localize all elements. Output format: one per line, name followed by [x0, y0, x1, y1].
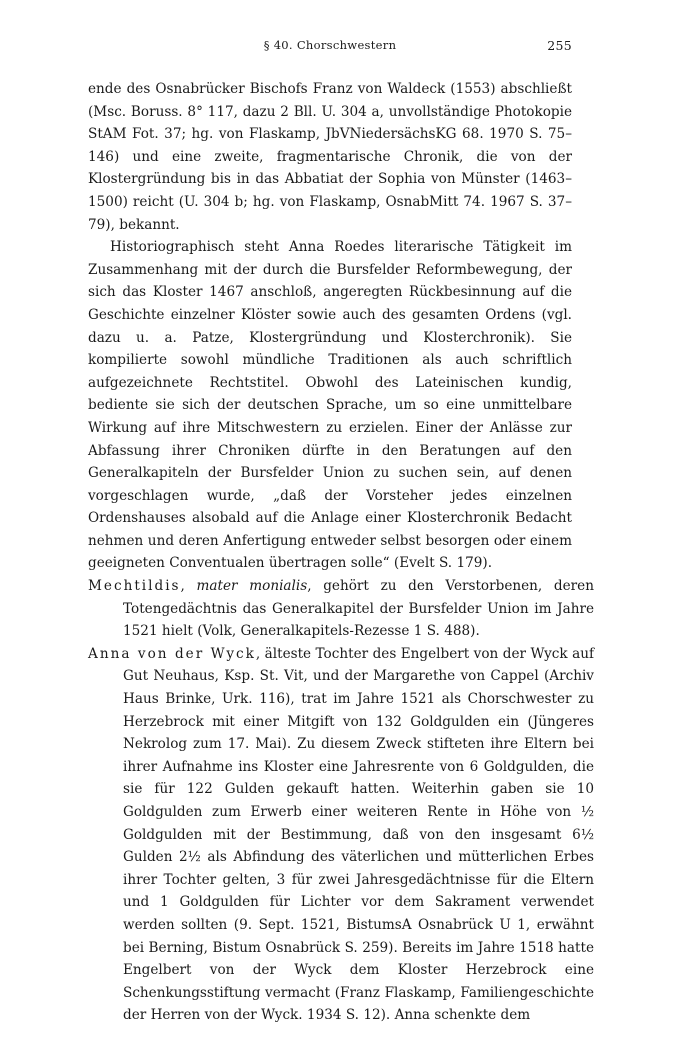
entry-name: Mechtildis: [88, 578, 181, 595]
entry-mechtildis: [88, 575, 594, 643]
entry-name: Anna von der Wyck: [88, 645, 256, 662]
entry-anna-von-der-wyck: [88, 643, 595, 1027]
entry-text: , gehört zu den Verstorbenen, deren Totengedächtnis das Generalkapitel der Bursfelder Union im Jahre 1521 hielt (Volk, Generalkapitels-Rezesse 1 S. 488).: [123, 578, 594, 640]
page-header: [88, 38, 572, 60]
body-text: [88, 78, 595, 1027]
entry-text: , älteste Tochter des Engelbert von der Wyck auf Gut Neuhaus, Ksp. St. Vit, und der Margarethe von Cappel (Archiv Haus Brinke, Urk. 116), trat im Jahre 1521 als Chorschwester zu Herzebrock mit einer Mitgift von 132 Goldgulden ein (Jüngeres Nekrolog zum 17. Mai). Zu diesem Zweck stifteten ihre Eltern bei ihrer Aufnahme ins Kloster eine Jahresrente von 6 Goldgulden, die sie für 122 Gulden gekauft hatten. Weiterhin gaben sie 10 Goldgulden zum Erwerb einer weiteren Rente in Höhe von ½ Goldgulden mit der Bestimmung, daß von den insgesamt 6½ Gulden 2½ als Abfindung des väterlichen und mütterlichen Erbes ihrer Tochter gelten, 3 für zwei Jahresgedächtnisse für die Eltern und 1 Goldgulden für Lichter vor dem Sakrament verwendet werden sollten (9. Sept. 1521, BistumsA Osnabrück U 1, erwähnt bei Berning, Bistum Osnabrück S. 259). Bereits im Jahre 1518 hatte Engelbert von der Wyck dem Kloster Herzebrock eine Schenkungsstiftung vermacht (Franz Flaskamp, Familiengeschichte der Herren von der Wyck. 1934 S. 12). Anna schenkte dem: [123, 645, 595, 1024]
paragraph-historiography: Historiographisch steht Anna Roedes literarische Tätigkeit im Zusammenhang mit der durch die Bursfelder Reformbewegung, der sich das Kloster 1467 anschloß, angeregten Rückbesinnung auf die Geschichte einzelner Klöster sowie auch des gesamten Ordens (vgl. dazu u. a. Patze, Klostergründung und Klosterchronik). Sie kompilierte sowohl mündliche Traditionen als auch schriftlich aufgezeichnete Rechtstitel. Obwohl des Lateinischen kundig, bediente sie sich der deutschen Sprache, um so eine unmittelbare Wirkung auf ihre Mitschwestern zu erzielen. Einer der Anlässe zur Abfassung ihrer Chroniken dürfte in den Beratungen auf den Generalkapiteln der Bursfelder Union zu suchen sein, auf denen vorgeschlagen wurde, „daß der Vorsteher jedes einzelnen Ordenshauses alsobald auf die Anlage einer Klosterchronik Bedacht nehmen und deren Anfertigung entweder selbst besorgen oder einem geeigneten Conventualen übertragen solle“ (Evelt S. 179).: [88, 239, 572, 572]
running-head: § 40. Chorschwestern: [263, 38, 397, 52]
paragraph-continued: ende des Osnabrücker Bischofs Franz von Waldeck (1553) abschließt (Msc. Boruss. 8° 117, dazu 2 Bll. U. 304 a, unvollständige Photokopie StAM Fot. 37; hg. von Flaskamp, JbVNiedersächsKG 68. 1970 S. 75–146) und eine zweite, fragmentarische Chronik, die von der Klostergründung bis in das Abbatiat der Sophia von Münster (1463–1500) reicht (U. 304 b; hg. von Flaskamp, OsnabMitt 74. 1967 S. 37–79), bekannt.: [88, 81, 572, 233]
entry-separator: ,: [180, 578, 197, 595]
page-number: 255: [547, 38, 572, 53]
entry-epithet: mater monialis: [196, 578, 308, 595]
